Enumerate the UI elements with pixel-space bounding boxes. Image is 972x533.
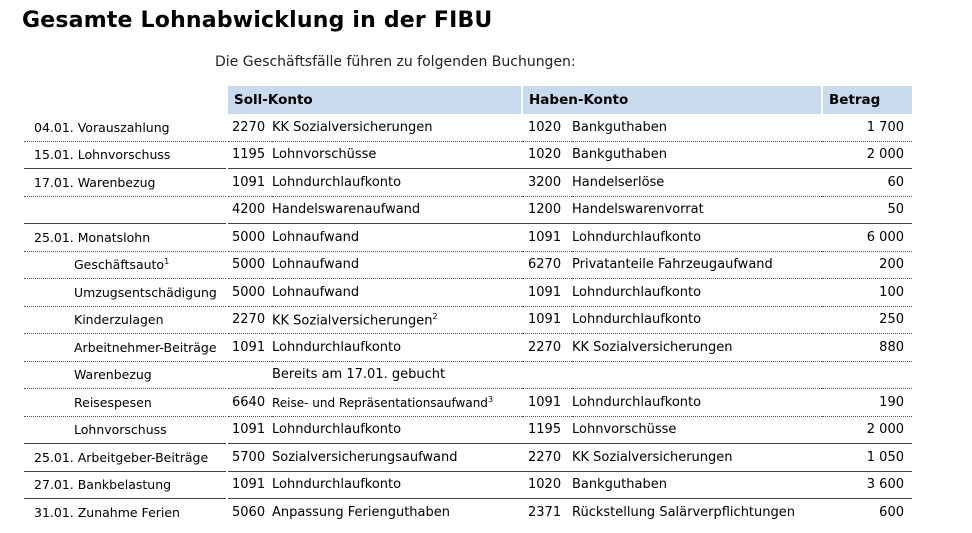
row-description: [24, 416, 227, 444]
amount-text: 1 050: [866, 449, 904, 465]
amount: [822, 114, 912, 141]
haben-account-name-text: Privatanteile Fahrzeugaufwand: [572, 257, 773, 273]
soll-account-name-text: Lohndurchlaufkonto: [272, 422, 402, 438]
row-description: [24, 499, 227, 526]
soll-account-name-text: Lohnaufwand: [272, 229, 360, 245]
soll-account-name-text: Bereits am 17.01. gebucht: [272, 367, 446, 383]
haben-account-name-text: KK Sozialversicherungen: [572, 339, 733, 355]
row-description-text: Geschäftsauto: [74, 257, 165, 273]
row-description: [24, 141, 227, 169]
table-row: [24, 499, 912, 526]
table-row: [24, 444, 912, 472]
soll-account-number: [227, 169, 272, 197]
haben-account-name-text: Bankguthaben: [572, 119, 667, 135]
soll-account-name: [272, 251, 522, 279]
haben-account-name-text: Bankguthaben: [572, 477, 667, 493]
haben-account-name: [572, 389, 822, 417]
haben-account-number: [522, 169, 572, 197]
amount: [822, 334, 912, 362]
amount: [822, 389, 912, 417]
amount-text: 250: [879, 312, 904, 328]
haben-account-number: [522, 224, 572, 252]
soll-account-number: [227, 114, 272, 141]
table-row: [24, 361, 912, 389]
soll-account-number-text: 5000: [232, 284, 266, 300]
haben-account-number: [522, 114, 572, 141]
soll-account-name-text: Handelswarenaufwand: [272, 202, 421, 218]
soll-account-number: [227, 141, 272, 169]
amount: [822, 169, 912, 197]
soll-account-number: [227, 416, 272, 444]
row-description-text: 27.01. Bankbelastung: [34, 477, 172, 493]
cropped-intro-text: [215, 52, 635, 70]
soll-account-number: [227, 251, 272, 279]
soll-account-number-text: 1091: [232, 174, 266, 190]
amount: [822, 306, 912, 334]
haben-account-number-text: 2270: [528, 449, 562, 465]
row-description: [24, 279, 227, 307]
table-row: [24, 141, 912, 169]
row-description: [24, 169, 227, 197]
blank-header: [24, 86, 227, 114]
table-row: [24, 279, 912, 307]
booking-table: [24, 86, 912, 526]
row-description-text: 25.01. Arbeitgeber-Beiträge: [34, 449, 209, 465]
haben-account-name: [572, 499, 822, 526]
row-description-text: Reisespesen: [74, 394, 152, 410]
intro-text: Die Geschäftsfälle führen zu folgenden Buchungen:: [215, 54, 576, 70]
haben-account-number: [522, 471, 572, 499]
row-description-text: Kinderzulagen: [74, 312, 164, 328]
table-header: [24, 86, 912, 114]
soll-account-name: [272, 196, 522, 224]
haben-account-number: [522, 141, 572, 169]
amount-text: 2 000: [866, 147, 904, 163]
haben-account-number: [522, 389, 572, 417]
amount: [822, 224, 912, 252]
soll-account-name: [272, 444, 522, 472]
haben-account-number: [522, 251, 572, 279]
amount-text: 50: [887, 202, 904, 218]
haben-account-name-text: Handelswarenvorrat: [572, 202, 704, 218]
soll-account-number-text: 4200: [232, 202, 266, 218]
table-row: [24, 169, 912, 197]
footnote-mark: 3: [487, 394, 494, 404]
row-description: [24, 114, 227, 141]
table-row: [24, 224, 912, 252]
soll-account-name-text: Lohnvorschüsse: [272, 147, 377, 163]
soll-account-name: [272, 389, 522, 417]
amount-text: 60: [887, 174, 904, 190]
soll-account-number-text: 6640: [232, 394, 266, 410]
soll-account-number: [227, 471, 272, 499]
haben-account-number-text: 3200: [528, 174, 562, 190]
amount: [822, 279, 912, 307]
betrag-header: Betrag: [822, 86, 912, 114]
row-description: [24, 389, 227, 417]
soll-account-name: [272, 361, 522, 389]
row-description: [24, 334, 227, 362]
row-description: [24, 361, 227, 389]
amount: [822, 416, 912, 444]
soll-account-name: [272, 114, 522, 141]
amount: [822, 471, 912, 499]
haben-account-number-text: 2371: [528, 504, 562, 520]
soll-account-number-text: 2270: [232, 312, 266, 328]
soll-account-number: [227, 361, 272, 389]
row-description: [24, 224, 227, 252]
row-description-text: 17.01. Warenbezug: [34, 174, 156, 190]
haben-account-number-text: 1020: [528, 477, 562, 493]
table-row: [24, 114, 912, 141]
soll-account-number: [227, 444, 272, 472]
soll-account-number-text: 1091: [232, 422, 266, 438]
haben-account-name: [572, 471, 822, 499]
haben-account-number-text: 1200: [528, 202, 562, 218]
row-description: [24, 471, 227, 499]
amount-text: 190: [879, 394, 904, 410]
haben-account-number: [522, 279, 572, 307]
haben-account-name: [572, 444, 822, 472]
haben-account-name-text: KK Sozialversicherungen: [572, 449, 733, 465]
soll-account-name-text: Lohndurchlaufkonto: [272, 339, 402, 355]
haben-account-name: [572, 196, 822, 224]
amount-text: 1 700: [866, 119, 904, 135]
haben-account-name: [572, 224, 822, 252]
amount: [822, 196, 912, 224]
haben-account-number: [522, 444, 572, 472]
soll-account-name-text: Sozialversicherungsaufwand: [272, 449, 458, 465]
amount: [822, 141, 912, 169]
soll-account-name-text: Lohndurchlaufkonto: [272, 174, 402, 190]
soll-account-number-text: 5060: [232, 504, 266, 520]
soll-account-name: [272, 416, 522, 444]
haben-account-name-text: Rückstellung Salärverpflichtungen: [572, 504, 795, 520]
amount-text: 880: [879, 339, 904, 355]
soll-account-name-text: Anpassung Ferienguthaben: [272, 504, 451, 520]
amount-text: 200: [879, 257, 904, 273]
page-title: Gesamte Lohnabwicklung in der FIBU: [22, 8, 493, 33]
haben-account-number-text: 1091: [528, 312, 562, 328]
haben-account-number-text: 6270: [528, 257, 562, 273]
row-description-text: Arbeitnehmer-Beiträge: [74, 339, 217, 355]
haben-account-name: [572, 141, 822, 169]
table-row: [24, 416, 912, 444]
haben-account-name: [572, 251, 822, 279]
amount: [822, 361, 912, 389]
row-description: [24, 196, 227, 224]
footnote-mark: 2: [432, 311, 438, 321]
haben-account-number-text: 1091: [528, 229, 562, 245]
haben-account-name-text: Lohndurchlaufkonto: [572, 284, 702, 300]
soll-account-name: [272, 306, 522, 334]
amount-text: 3 600: [866, 477, 904, 493]
soll-account-name-text: Lohnaufwand: [272, 284, 360, 300]
footnote-mark: 1: [164, 257, 170, 267]
row-description-text: 04.01. Vorauszahlung: [34, 119, 170, 135]
row-description-text: Warenbezug: [74, 367, 152, 383]
haben-account-number-text: 1020: [528, 119, 562, 135]
amount-text: 2 000: [866, 422, 904, 438]
haben-header: Haben-Konto: [522, 86, 822, 114]
haben-account-number: [522, 416, 572, 444]
soll-header: Soll-Konto: [227, 86, 522, 114]
soll-account-name: [272, 169, 522, 197]
table-row: [24, 196, 912, 224]
haben-account-number-text: 1020: [528, 147, 562, 163]
amount-text: 100: [879, 284, 904, 300]
soll-account-name-text: KK Sozialversicherungen: [272, 312, 433, 328]
soll-account-number: [227, 306, 272, 334]
haben-account-number-text: 1091: [528, 284, 562, 300]
soll-account-number: [227, 196, 272, 224]
haben-account-name: [572, 306, 822, 334]
haben-account-name: [572, 169, 822, 197]
row-description: [24, 306, 227, 334]
soll-account-number-text: 1091: [232, 477, 266, 493]
haben-account-name-text: Handelserlöse: [572, 174, 665, 190]
haben-account-name-text: Lohndurchlaufkonto: [572, 312, 702, 328]
soll-account-number-text: 1091: [232, 339, 266, 355]
soll-account-number-text: 5000: [232, 229, 266, 245]
haben-account-number: [522, 196, 572, 224]
table-row: [24, 306, 912, 334]
soll-account-number-text: 2270: [232, 119, 266, 135]
haben-account-number: [522, 334, 572, 362]
haben-account-name: [572, 114, 822, 141]
amount-text: 600: [879, 504, 904, 520]
row-description: [24, 251, 227, 279]
soll-account-name-text: Lohnaufwand: [272, 257, 360, 273]
haben-account-name-text: Lohnvorschüsse: [572, 422, 677, 438]
soll-account-number-text: 5000: [232, 257, 266, 273]
soll-account-name: [272, 334, 522, 362]
row-description-text: 15.01. Lohnvorschuss: [34, 147, 171, 163]
haben-account-name-text: Bankguthaben: [572, 147, 667, 163]
amount: [822, 444, 912, 472]
row-description-text: Umzugsentschädigung: [74, 284, 217, 300]
soll-account-name: [272, 141, 522, 169]
row-description: [24, 444, 227, 472]
haben-account-number-text: 1091: [528, 394, 562, 410]
haben-account-name-text: Lohndurchlaufkonto: [572, 229, 702, 245]
soll-account-number: [227, 334, 272, 362]
haben-account-name: [572, 416, 822, 444]
soll-account-number: [227, 389, 272, 417]
soll-account-number: [227, 499, 272, 526]
soll-account-name-text: KK Sozialversicherungen: [272, 119, 433, 135]
table-row: [24, 471, 912, 499]
row-description-text: 31.01. Zunahme Ferien: [34, 504, 180, 520]
haben-account-name-text: Lohndurchlaufkonto: [572, 394, 702, 410]
table-row: [24, 389, 912, 417]
amount-text: 6 000: [866, 229, 904, 245]
haben-account-number: [522, 499, 572, 526]
soll-account-name: [272, 279, 522, 307]
haben-account-number: [522, 361, 572, 389]
soll-account-name: [272, 224, 522, 252]
row-description-text: 25.01. Monatslohn: [34, 229, 151, 245]
haben-account-number: [522, 306, 572, 334]
soll-account-name: [272, 499, 522, 526]
soll-account-name-text: Reise- und Repräsentationsaufwand: [272, 395, 488, 410]
amount: [822, 251, 912, 279]
soll-account-number-text: 5700: [232, 449, 266, 465]
haben-account-name: [572, 361, 822, 389]
haben-account-name: [572, 334, 822, 362]
row-description-text: Lohnvorschuss: [74, 422, 167, 438]
haben-account-number-text: 1195: [528, 422, 562, 438]
soll-account-name-text: Lohndurchlaufkonto: [272, 477, 402, 493]
soll-account-name: [272, 471, 522, 499]
table-row: [24, 251, 912, 279]
amount: [822, 499, 912, 526]
soll-account-number-text: 1195: [232, 147, 266, 163]
soll-account-number: [227, 224, 272, 252]
haben-account-number-text: 2270: [528, 339, 562, 355]
soll-account-number: [227, 279, 272, 307]
table-row: [24, 334, 912, 362]
haben-account-name: [572, 279, 822, 307]
